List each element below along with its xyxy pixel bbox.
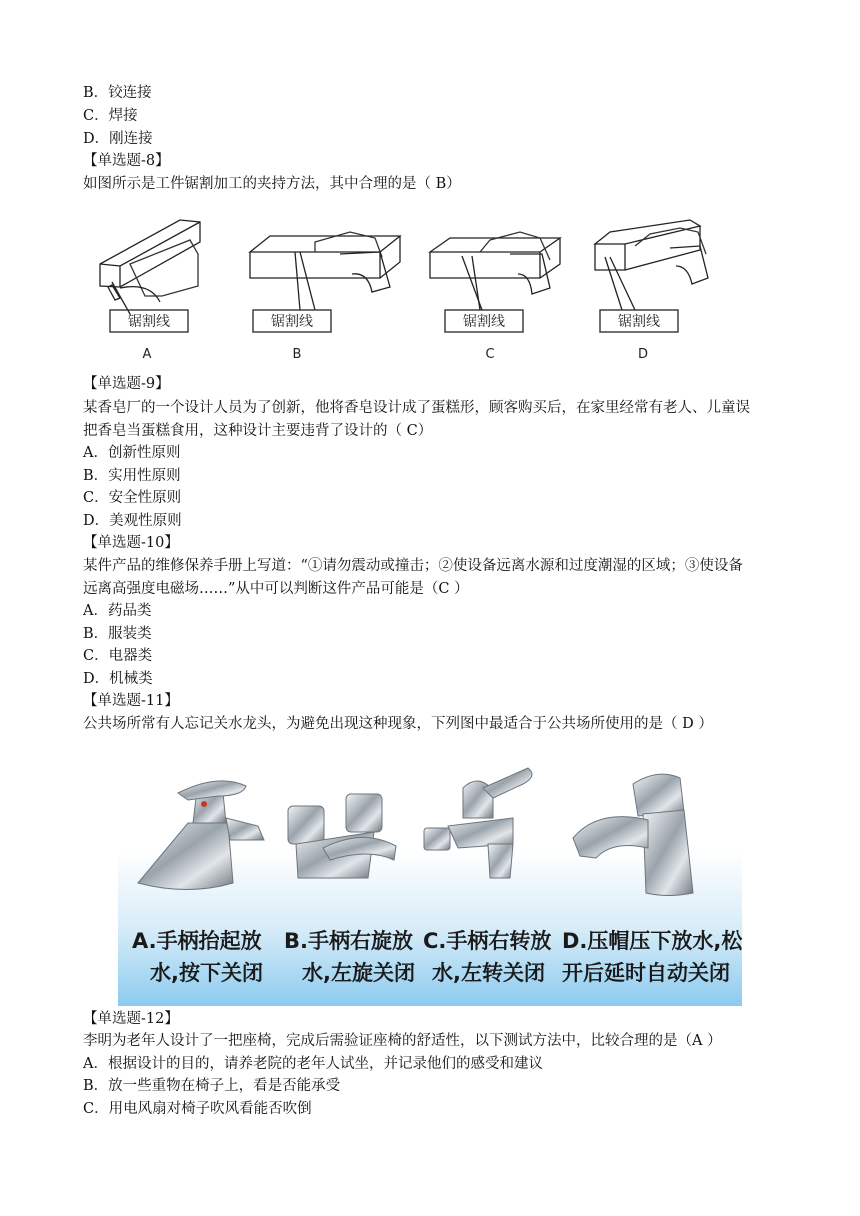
faucet-d-caption-1: D.压帽压下放水,松	[562, 929, 743, 953]
question-8-stem: 如图所示是工件锯割加工的夹持方法，其中合理的是（ B）	[83, 176, 461, 192]
question-10-option-c: C．电器类	[83, 648, 153, 664]
question-10-option-d: D．机械类	[83, 671, 153, 687]
faucet-c-caption-2: 水,左转关闭	[432, 961, 545, 985]
question-9-heading: 【单选题-9】	[83, 376, 170, 392]
question-10-stem-1: 某件产品的维修保养手册上写道：“①请勿震动或撞击；②使设备远离水源和过度潮湿的区域；③使设备	[83, 558, 743, 574]
saw-option-a-drawing	[100, 220, 200, 314]
question-12-option-c: C．用电风扇对椅子吹风看能否吹倒	[83, 1101, 312, 1117]
question-10-stem-2: 远离高强度电磁场……”从中可以判断这件产品可能是（C ）	[83, 581, 469, 597]
saw-label-c: 锯割线	[463, 314, 505, 330]
option-d-line: D．刚连接	[83, 131, 153, 147]
saw-option-d-letter: D	[637, 347, 649, 362]
question-9-option-c: C．安全性原则	[83, 490, 182, 506]
question-9-option-b: B．实用性原则	[83, 468, 181, 484]
question-12-stem: 李明为老年人设计了一把座椅，完成后需验证座椅的舒适性，以下测试方法中，比较合理的是（A ）	[83, 1033, 722, 1049]
question-9-stem-2: 把香皂当蛋糕食用，这种设计主要违背了设计的（ C）	[83, 423, 433, 439]
question-9-option-d: D．美观性原则	[83, 513, 182, 529]
saw-option-c-drawing	[430, 232, 560, 310]
faucet-b-caption-1: B.手柄右旋放	[284, 929, 413, 953]
saw-option-b-letter: B	[292, 347, 302, 362]
saw-label-b: 锯割线	[271, 314, 313, 330]
question-10-option-b: B．服装类	[83, 626, 152, 642]
saw-clamping-figure	[90, 202, 730, 370]
question-9-option-a: A．创新性原则	[83, 445, 181, 461]
question-11-stem: 公共场所常有人忘记关水龙头，为避免出现这种现象，下列图中最适合于公共场所使用的是（ D ）	[83, 716, 713, 732]
faucet-a-image	[138, 781, 264, 890]
saw-option-b-drawing	[250, 232, 400, 310]
option-c-line: C．焊接	[83, 108, 138, 124]
saw-option-d-drawing	[595, 220, 708, 310]
faucet-figure	[118, 748, 742, 1006]
question-12-option-a: A．根据设计的目的，请养老院的老年人试坐，并记录他们的感受和建议	[83, 1056, 543, 1072]
question-12-heading: 【单选题-12】	[83, 1011, 179, 1027]
question-10-option-a: A．药品类	[83, 603, 152, 619]
faucet-a-caption-2: 水,按下关闭	[150, 961, 263, 985]
question-11-heading: 【单选题-11】	[83, 693, 179, 709]
question-10-heading: 【单选题-10】	[83, 535, 179, 551]
question-9-stem-1: 某香皂厂的一个设计人员为了创新，他将香皂设计成了蛋糕形，顾客购买后，在家里经常有老人、儿童误	[83, 400, 750, 416]
question-12-option-b: B．放一些重物在椅子上，看是否能承受	[83, 1078, 341, 1094]
saw-label-a: 锯割线	[128, 314, 170, 330]
faucet-b-caption-2: 水,左旋关闭	[302, 961, 415, 985]
faucet-d-caption-2: 开后延时自动关闭	[562, 961, 730, 985]
faucet-c-caption-1: C.手柄右转放	[423, 929, 552, 953]
saw-option-c-letter: C	[485, 347, 495, 362]
faucet-d-image	[573, 774, 693, 895]
option-b-line: B．铰连接	[83, 85, 152, 101]
faucet-a-caption-1: A.手柄抬起放	[132, 929, 262, 953]
faucet-b-image	[288, 794, 396, 878]
question-8-heading: 【单选题-8】	[83, 153, 170, 169]
saw-label-d: 锯割线	[618, 314, 660, 330]
saw-option-a-letter: A	[142, 347, 152, 362]
faucet-c-image	[424, 768, 532, 878]
